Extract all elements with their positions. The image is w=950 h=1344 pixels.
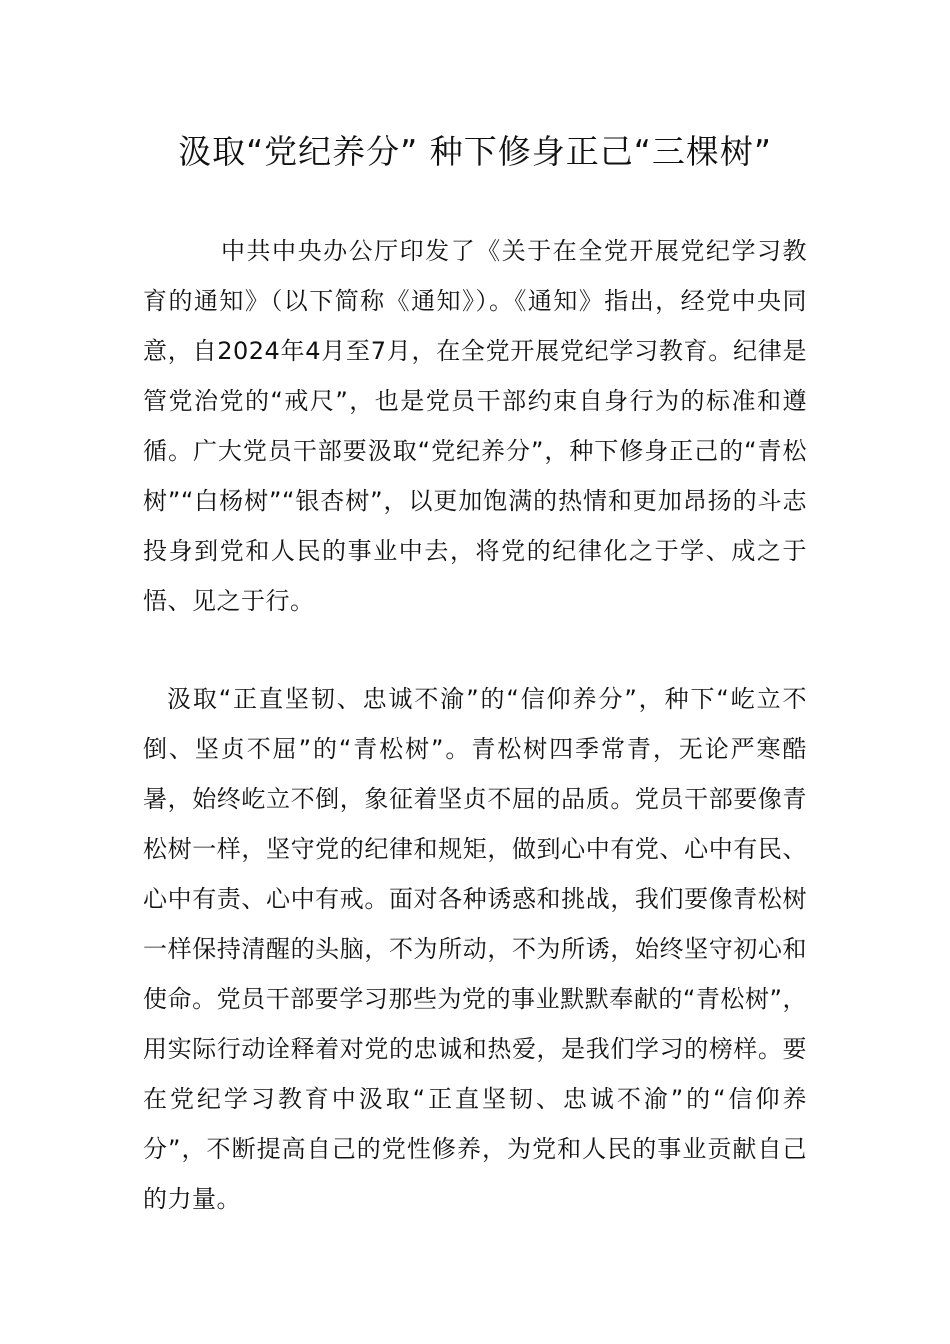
document-title: 汲取“党纪养分” 种下修身正己“三棵树” bbox=[178, 132, 772, 171]
paragraph-intro: 中共中央办公厅印发了《关于在全党开展党纪学习教育的通知》（以下简称《通知》）。《通知》指出，经党中央同意，自2024年4月至7月，在全党开展党纪学习教育。纪律是管党治党的“戒尺”，也是党员干部约束自身行为的标准和遵循。广大党员干部要汲取“党纪养分”，种下修身正己的“青松树”“白杨树”“银杏树”，以更加饱满的热情和更加昂扬的斗志投身到党和人民的事业中去，将党的纪律化之于学、成之于悟、见之于行。 bbox=[143, 237, 807, 615]
paragraph-pine-tree: 汲取“正直坚韧、忠诚不渝”的“信仰养分”，种下“屹立不倒、坚贞不屈”的“青松树”。青松树四季常青，无论严寒酷暑，始终屹立不倒，象征着坚贞不屈的品质。党员干部要像青松树一样，坚守党的纪律和规矩，做到心中有党、心中有民、心中有责、心中有戒。面对各种诱惑和挑战，我们要像青松树一样保持清醒的头脑，不为所动，不为所诱，始终坚守初心和使命。党员干部要学习那些为党的事业默默奉献的“青松树”，用实际行动诠释着对党的忠诚和热爱，是我们学习的榜样。要在党纪学习教育中汲取“正直坚韧、忠诚不渝”的“信仰养分”，不断提高自己的党性修养，为党和人民的事业贡献自己的力量。 bbox=[143, 685, 807, 1213]
